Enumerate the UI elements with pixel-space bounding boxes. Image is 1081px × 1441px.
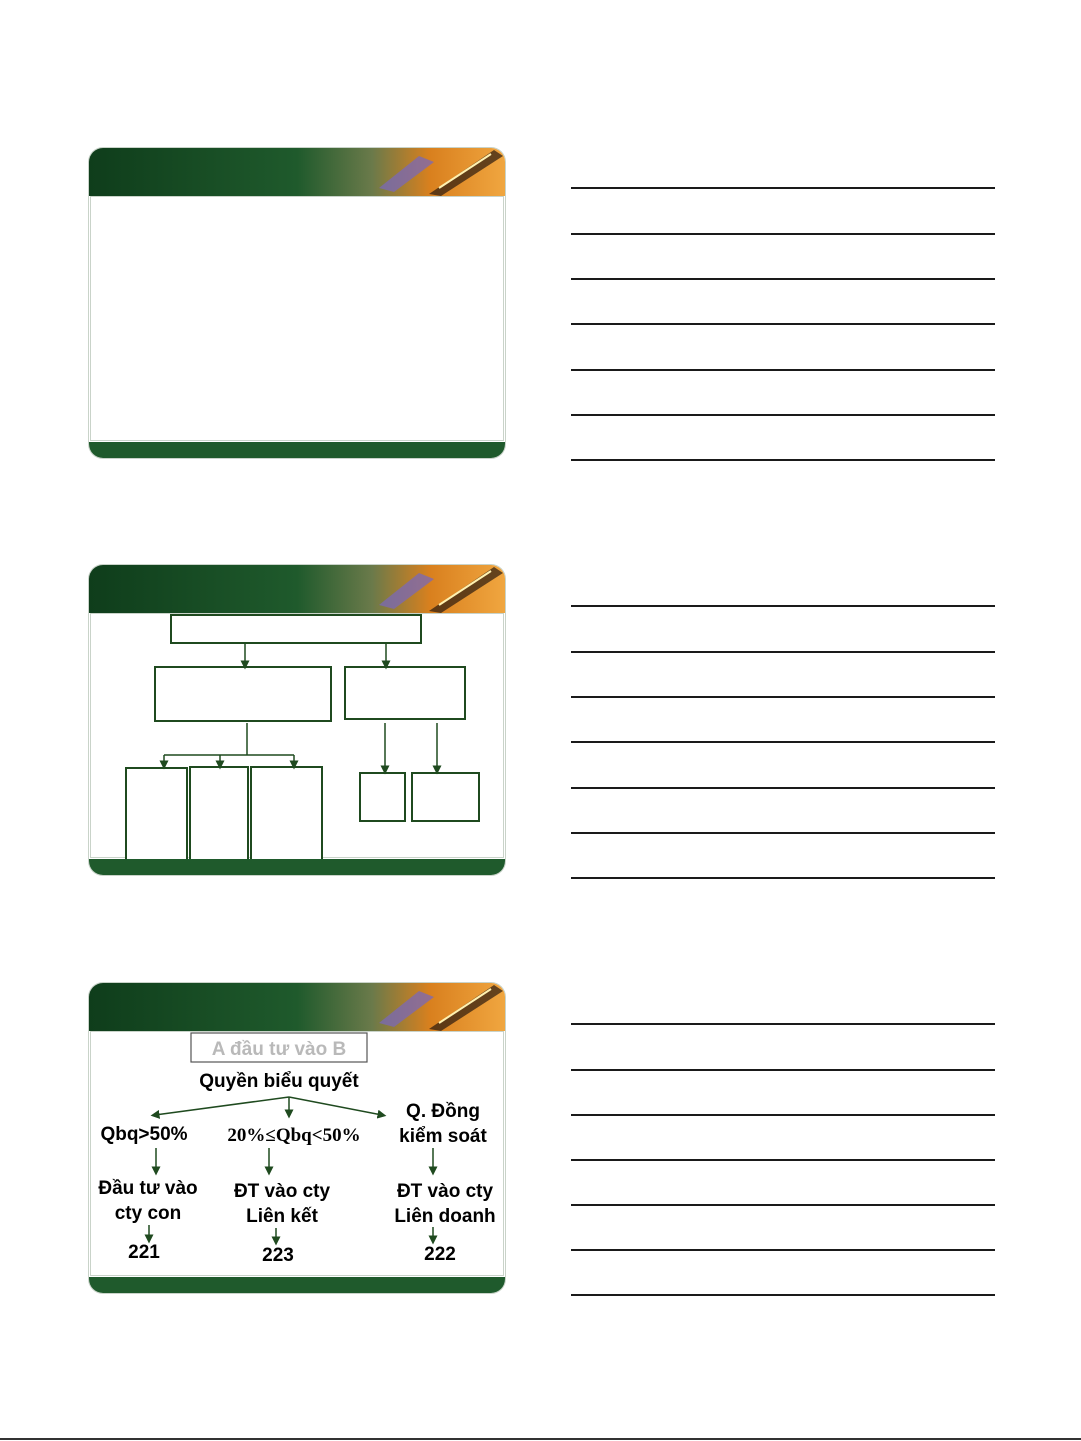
code-right: 222 [424, 1244, 456, 1265]
diagram-box-right [345, 667, 465, 719]
branch-right-label-1: Q. Đồng [406, 1101, 480, 1122]
investment-classification-diagram [89, 983, 505, 1293]
note-line [571, 414, 995, 416]
diagram-box-leaf [126, 768, 187, 868]
result-left-label-1: Đầu tư vào [98, 1178, 198, 1199]
note-line [571, 369, 995, 371]
voting-label: Quyền biểu quyết [199, 1071, 359, 1092]
slide-footer-bar [89, 442, 505, 458]
branch-right-label-2: kiểm soát [399, 1126, 487, 1147]
note-line [571, 459, 995, 461]
result-mid-label-2: Liên kết [246, 1206, 318, 1227]
note-line [571, 1294, 995, 1296]
empty-tree-diagram [89, 565, 505, 875]
code-left: 221 [128, 1242, 160, 1263]
diagram-box-leaf [412, 773, 479, 821]
note-line [571, 323, 995, 325]
diagram-box-top [171, 615, 421, 643]
slide-footer-bar [89, 1277, 505, 1293]
slide-footer-bar [89, 859, 505, 875]
slide-body [90, 196, 504, 441]
result-right-label-1: ĐT vào cty [396, 1181, 494, 1202]
diagram-box-leaf [251, 767, 322, 868]
slide-header-banner [89, 148, 505, 196]
note-line [571, 1114, 995, 1116]
note-line [571, 651, 995, 653]
root-label: A đầu tư vào B [211, 1039, 347, 1060]
note-line [571, 278, 995, 280]
note-line [571, 605, 995, 607]
branch-mid-label: 20%≤Qbq<50% [227, 1125, 361, 1146]
note-line [571, 233, 995, 235]
note-line [571, 877, 995, 879]
result-mid-label-1: ĐT vào cty [233, 1181, 331, 1202]
result-right-label-2: Liên doanh [394, 1206, 496, 1227]
note-line [571, 1023, 995, 1025]
code-mid: 223 [262, 1245, 294, 1266]
note-line [571, 696, 995, 698]
note-line [571, 1069, 995, 1071]
result-left-label-2: cty con [114, 1203, 182, 1224]
note-line [571, 832, 995, 834]
note-line [571, 741, 995, 743]
note-line [571, 1204, 995, 1206]
note-line [571, 1249, 995, 1251]
slide-3 [89, 983, 505, 1293]
diagram-box-leaf [360, 773, 405, 821]
note-line [571, 1159, 995, 1161]
diagram-box-left [155, 667, 331, 721]
note-line [571, 187, 995, 189]
diagram-box-leaf [190, 767, 248, 868]
slide-1 [89, 148, 505, 458]
slide-2 [89, 565, 505, 875]
page-bottom-rule [0, 1438, 1081, 1440]
branch-left-label: Qbq>50% [100, 1124, 188, 1145]
note-line [571, 787, 995, 789]
